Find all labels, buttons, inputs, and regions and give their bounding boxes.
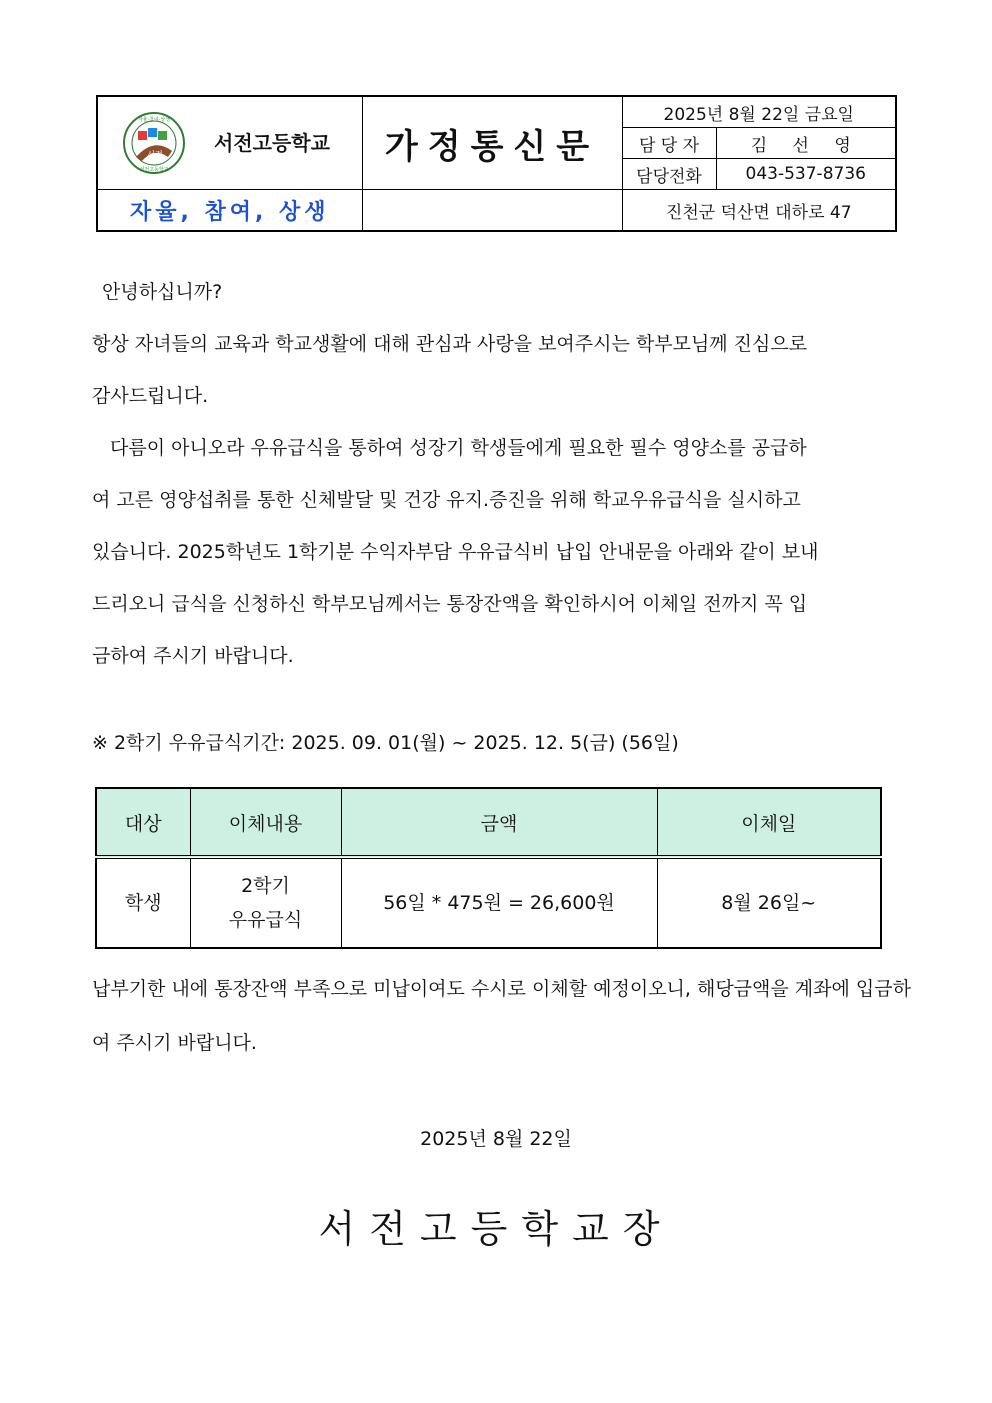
fee-table	[95, 787, 882, 949]
logo-bottom-text: 서전고등학교	[139, 167, 169, 173]
issue-date: 2025년 8월 22일 금요일	[622, 96, 896, 128]
phone-label: 담당전화	[622, 159, 716, 190]
contact-label: 담 당 자	[622, 128, 716, 159]
cell-content-line-1: 2학기	[241, 875, 290, 897]
school-motto: 자율, 참여, 상생	[97, 190, 362, 232]
paragraph-1-line-2: 감사드립니다.	[92, 385, 209, 407]
school-emblem-icon	[122, 111, 186, 175]
cell-target: 학생	[96, 857, 190, 948]
header-content: 이체내용	[190, 788, 341, 857]
header-date: 이체일	[657, 788, 881, 857]
header-table	[96, 95, 897, 232]
principal-signature: 서전고등학교장	[318, 1207, 674, 1251]
greeting: 안녕하십니까?	[102, 281, 223, 303]
table-row	[96, 857, 881, 948]
milk-program-period: ※ 2학기 우유급식기간: 2025. 09. 01(월) ~ 2025. 12. 5(금) (56일)	[92, 732, 679, 754]
header-amount: 금액	[341, 788, 657, 857]
logo-center-text: 서전	[147, 150, 163, 159]
payment-note	[92, 962, 911, 1070]
school-cell	[97, 96, 362, 190]
school-address: 진천군 덕산면 대하로 47	[622, 190, 896, 232]
empty-cell	[362, 190, 622, 232]
paragraph-2-line-3: 있습니다. 2025학년도 1학기분 수익자부담 우유급식비 납입 안내문을 아래와 같이 보내	[92, 541, 819, 563]
header-target: 대상	[96, 788, 190, 857]
contact-name: 김 선 영	[716, 128, 896, 159]
paragraph-2-line-5: 금하여 주시기 바랍니다.	[92, 645, 294, 667]
note-line-2: 여 주시기 바랍니다.	[92, 1032, 257, 1054]
footer-date: 2025년 8월 22일	[420, 1128, 572, 1150]
paragraph-1-line-1: 항상 자녀들의 교육과 학교생활에 대해 관심과 사랑을 보여주시는 학부모님께 진심으로	[92, 333, 808, 355]
note-line-1: 납부기한 내에 통장잔액 부족으로 미납이여도 수시로 이체할 예정이오니, 해당금액을 계좌에 입금하	[92, 978, 911, 1000]
paragraph-2-line-1: 다름이 아니오라 우유급식을 통하여 성장기 학생들에게 필요한 필수 영양소를 공급하	[110, 437, 807, 459]
letter-body	[92, 266, 904, 682]
paragraph-2-line-4: 드리오니 급식을 신청하신 학부모님께서는 통장잔액을 확인하시어 이체일 전까지 꼭 입	[92, 593, 808, 615]
document-title: 가정통신문	[362, 96, 622, 190]
cell-content	[190, 857, 341, 948]
paragraph-2-line-2: 여 고른 영양섭취를 통한 신체발달 및 건강 유지.증진을 위해 학교우유급식을 실시하고	[92, 489, 801, 511]
cell-content-line-2: 우유급식	[228, 909, 303, 931]
logo-top-text: 자율·참여·상생	[137, 117, 171, 123]
cell-date: 8월 26일~	[657, 857, 881, 948]
school-name: 서전고등학교	[214, 131, 330, 155]
cell-amount: 56일 * 475원 = 26,600원	[341, 857, 657, 948]
phone-number: 043-537-8736	[716, 159, 896, 190]
